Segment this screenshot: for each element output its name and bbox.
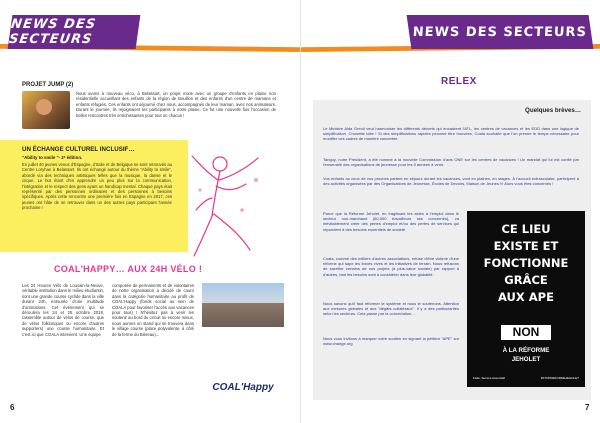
poster-line: AUX APE: [498, 290, 554, 304]
banner-title: NEWS DES SECTEURS: [411, 24, 589, 40]
poster-footer: [473, 376, 579, 380]
page-number-right: 7: [585, 403, 590, 412]
poster-non-badge: NON: [501, 325, 551, 340]
poster-line: GRÂCE: [504, 273, 548, 287]
ape-poster: [467, 211, 585, 387]
news-bullet: Vos enfants au ceux de vos proches partent en séjours durant les vacances, vont en plaines, en stages. À l'accueil extrascolaire, participent à des activités organisées par des Organisations de Jeunesse, Écoles de Devoirs, Maison de Jeunes !!! Alors vous êtes concernés !: [323, 176, 579, 187]
poster-line: EXISTE ET: [493, 239, 559, 253]
poster-line: À LA RÉFORME: [502, 347, 550, 354]
exchange-body: En juillet 40 jeunes venus d'Espagne, d'Italie et de Belgique se sont retrouvés au Centre Loryhan à Belassart. Ils ont échangé autour du thème "Ability to smile", abordé via des techniques artistiques telles que la musique, la danse et le cirque. Le but étant d'en apprendre un peu plus sur la communication, l'intégration et le respect des gens ayant un handicap mental. Chaque pays était représenté par des personnes ordinaires et des personnes à besoins spécifiques. Après cette rencontre une première fois en Espagne en 2017, ces jeunes ont hâte de se retrouver dans un des autres pays participant l'année prochaine !: [22, 162, 172, 211]
news-bullet: Parce que la Réforme Jeholet, en fragilisant les aides à l'emploi dans le secteur non-marchand (60.000 travailleurs ses concernés), va inévitablement créer des pertes d'emploi et/ou des pertes de services qui répondent à des besoins essentiels de société.: [323, 211, 459, 232]
section-banner: [8, 15, 141, 49]
news-bullet: Nous vous invitons à marquer votre soutien en signant la pétition "APE" sur www.change.org: [323, 336, 459, 347]
news-bullet: Le Ministre Alda Greoli veut harmoniser les différents décrets qui encadrent l'ATL, les centres de vacances et les EDD dans une logique de simplification. Chouette idée ! Si des simplifications rapides peuvent être trouvées, Coala souhaite que l'on prenne le temps nécessaire pour modifier ces cadres de manière concertée.: [323, 126, 579, 142]
news-bullet: Nous savons qu'il faut réformer le système et nous le soutenons. Attention aux mesures globales et aux "dégâts collatéraux". Il y a des particularités selon les secteurs. Cela passe par la concertation...: [323, 301, 459, 317]
coalhappy-logo-text: COAL'Happy: [212, 381, 274, 393]
right-page: [300, 0, 600, 423]
quick-news-title: Quelques brèves…: [525, 107, 582, 114]
poster-line: JEHOLET: [511, 356, 541, 363]
coalhappy-column-1: Les 24 Heures Vélo de Louvain-la-Neuve, véritable institution dans le milieu étudiantin, sont une grande course cyclide dans la ville durant 24h, entourée d'une multitude d'animations. Cet événement qui se déroulera les 24 et 25 octobre 2018, rassemble autour de vélos de course, que de vélos folkloriques ou encore d'autres supporters) une course humanitaire. Et c'est ici que COALA intervient. Une équipe: [22, 283, 104, 337]
festival-photo: [202, 283, 284, 327]
poster-line: FONCTIONNE: [483, 256, 569, 270]
coalhappy-logo: [202, 372, 284, 402]
dancer-illustration-icon: [186, 150, 268, 262]
banner-title: NEWS DES SECTEURS: [7, 17, 98, 47]
news-bullet: Tanguy, notre Président, a été nommé à la nouvelle Commission d'avis ONE sur les centres de vacances ! Un mandat qui lui est confié par l'ensemble des organisations de jeunesse pour les 5 années à venir.: [323, 157, 579, 168]
page-number-left: 6: [10, 403, 15, 412]
jump-photo: [22, 91, 70, 129]
poster-hashtag: #STOPREFORMEJEHOLET: [540, 376, 579, 380]
coalhappy-title: COAL'HAPPY… AUX 24H VÉLO !: [54, 264, 203, 274]
news-bullet: Coala, comme des milliers d'autres associations, refuse d'être victime d'une réforme qui sape les forces vives et les initiatives de terrain. Nous refusons de sacrifier certains de nos projets (à plus-value sociale) par rapport à d'autres, tant les besoins sont à considérer dans leur globalité.: [323, 256, 459, 277]
relex-title: RELEX: [441, 76, 477, 87]
exchange-subtitle: "Ability to smile "- 2ᵉ édition.: [22, 155, 83, 160]
jump-title: PROJET JUMP (2): [22, 82, 74, 88]
section-banner: [407, 15, 594, 49]
poster-footer-left: Fédé. Service Associatif: [473, 376, 506, 380]
coalhappy-column-2: composée de permanents et de volontaires de notre organisation a décidé de courir dans la catégorie humanitaire au profit de COAL'Happy (fonds social au sein de COALA pour favoriser l'accès aux vacances pour tous) ! N'hésitez pas à venir les soutenir au bord du circuit ou encore mieux, nous aurons un stand qui se trouvera dans le village course (place polyvalente, à côté de la ferme du Biéreau)...: [112, 283, 194, 337]
exchange-title: UN ÉCHANGE CULTUREL INCLUSIF…: [22, 146, 135, 153]
poster-line: CE LIEU: [501, 222, 551, 236]
jump-body: Nous avons à nouveau vécu, à Belassart, un projet mixte avec un groupe d'enfants en plaine non résidentielle accueillant des enfants de la région de Bouillon et des enfants d'un centre de mamans et enfants réfugiés. Ces enfants ont séjourné chez nous, accompagnés de leur maman, avec nos animateurs. Durant le journée, ils rejoignaient les participants à notre plaine. Ce fut une nouvelle fois l'occasion de belles rencontres très enrichissantes pour tout un chacun !: [76, 91, 276, 118]
